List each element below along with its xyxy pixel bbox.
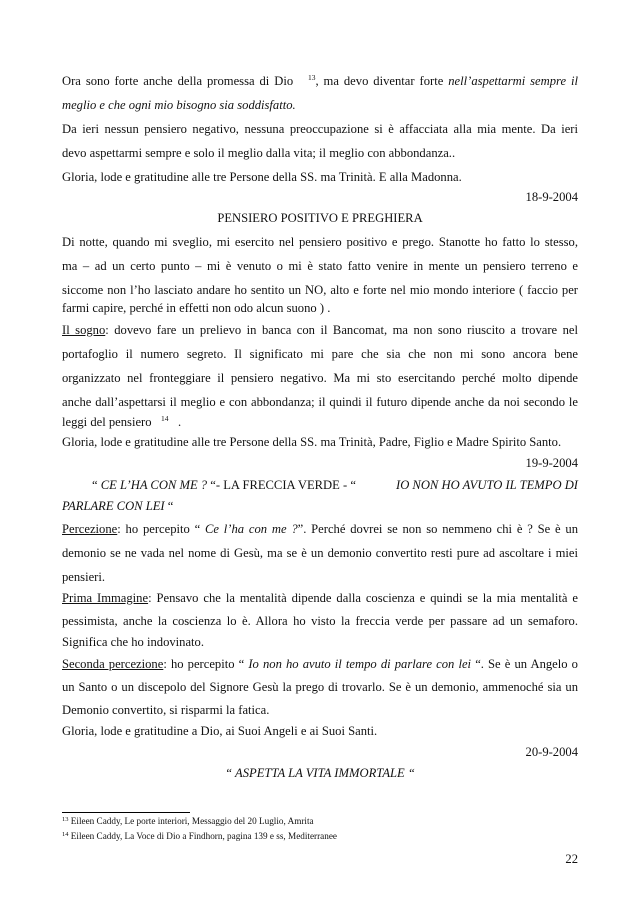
paragraph-line: Il sogno: dovevo fare un prelievo in banca con il Bancomat, ma non sono riuscito a trovare nel — [62, 323, 578, 337]
paragraph-line: pensieri. — [62, 570, 106, 584]
paragraph-line: organizzato nel fronteggiare il pensiero negativo. Ma mi sto esercitando perché molto dipende — [62, 371, 578, 385]
label-percezione: Percezione — [62, 522, 118, 536]
paragraph-line: Da ieri nessun pensiero negativo, nessuna preoccupazione si è affacciata alla mia mente. Da ieri — [62, 122, 578, 136]
footnote-divider — [62, 812, 190, 813]
label-prima-immagine: Prima Immagine — [62, 591, 149, 605]
section-heading: PENSIERO POSITIVO E PREGHIERA — [217, 211, 423, 225]
entry-date: 18-9-2004 — [525, 190, 578, 204]
paragraph-line: farmi capire, perché in effetti non odo alcun suono ) . — [62, 301, 331, 315]
entry-date: 20-9-2004 — [525, 745, 578, 759]
paragraph-line: Prima Immagine: Pensavo che la mentalità dipende dalla coscienza e quindi se la mia mentalità e — [62, 591, 578, 605]
paragraph-line: siccome non l’ho lasciato andare ho sentito un NO, alto e forte nel mio mondo interiore ( faccio per — [62, 283, 578, 297]
paragraph-line: Percezione: ho percepito “ Ce l’ha con me ?”. Perché dovrei se non so nemmeno chi è ? Se è un — [62, 522, 578, 536]
section-heading: “ CE L’HA CON ME ? “- LA FRECCIA VERDE - “ IO NON HO AVUTO IL TEMPO DI — [92, 478, 578, 492]
paragraph-line: Gloria, lode e gratitudine alle tre Persone della SS. ma Trinità, Padre, Figlio e Madre Spirito Santo. — [62, 435, 562, 449]
paragraph-line: Gloria, lode e gratitudine a Dio, ai Suoi Angeli e ai Suoi Santi. — [62, 724, 378, 738]
paragraph-line: Gloria, lode e gratitudine alle tre Persone della SS. ma Trinità. E alla Madonna. — [62, 170, 462, 184]
section-heading-cont: PARLARE CON LEI “ — [62, 499, 174, 513]
label-seconda-percezione: Seconda percezione — [62, 657, 164, 671]
paragraph-line: anche dall’aspettarsi il meglio e con abbondanza; il quindi il futuro dipende anche da noi secondo le — [62, 395, 578, 409]
label-sogno: Il sogno — [62, 323, 106, 337]
paragraph-line: meglio e che ogni mio bisogno sia soddisfatto. — [62, 98, 296, 112]
paragraph-line: Di notte, quando mi sveglio, mi esercito nel pensiero positivo e prego. Stanotte ho fatto lo stesso, — [62, 235, 578, 249]
paragraph-line: Demonio convertito, si risparmi la fatica. — [62, 703, 270, 717]
footnote-13: $^{13}$ Eileen Caddy, Le porte interiori, Messaggio del 20 Luglio, Amrita — [62, 816, 314, 826]
footnote-ref-13: 13 — [307, 73, 316, 82]
paragraph-line: Ora sono forte anche della promessa di Dio $^{13}$, ma devo diventar forte nell’aspettarmi sempre il — [62, 73, 578, 88]
paragraph-line: devo aspettarmi sempre e solo il meglio dalla vita; il meglio con abbondanza.. — [62, 146, 456, 160]
paragraph-line: demonio se ne vada nel nome di Gesù, ma se è un demonio convertito resti pure ad ascoltare i miei — [62, 546, 578, 560]
footnote-ref-14: 14 — [160, 414, 169, 423]
section-heading: “ ASPETTA LA VITA IMMORTALE “ — [225, 766, 415, 780]
paragraph-line: Significa che ho indovinato. — [62, 635, 204, 649]
entry-date: 19-9-2004 — [525, 456, 578, 470]
footnote-14: $^{14}$ Eileen Caddy, La Voce di Dio a Findhorn, pagina 139 e ss, Mediterranee — [62, 831, 337, 841]
paragraph-line: un Santo o un discepolo del Signore Gesù la prego di trovarlo. Se è un demonio, ammenoché sia un — [62, 680, 578, 694]
paragraph-line: Seconda percezione: ho percepito “ Io non ho avuto il tempo di parlare con lei “. Se è un Angelo o — [62, 657, 578, 671]
paragraph-line: pessimista, anche la coscienza lo è. Allora ho visto la freccia verde per passare ad un semaforo. — [62, 614, 578, 628]
paragraph-line: leggi del pensiero $^{14}$ . — [62, 414, 182, 429]
paragraph-line: ma – ad un certo punto – mi è venuto o mi è stato fatto venire in mente un pensiero terreno e — [62, 259, 578, 273]
paragraph-line: portafoglio il numero segreto. Il significato mi pare che sia che non mi sono ancora bene — [62, 347, 578, 361]
page-number: 22 — [565, 852, 578, 866]
